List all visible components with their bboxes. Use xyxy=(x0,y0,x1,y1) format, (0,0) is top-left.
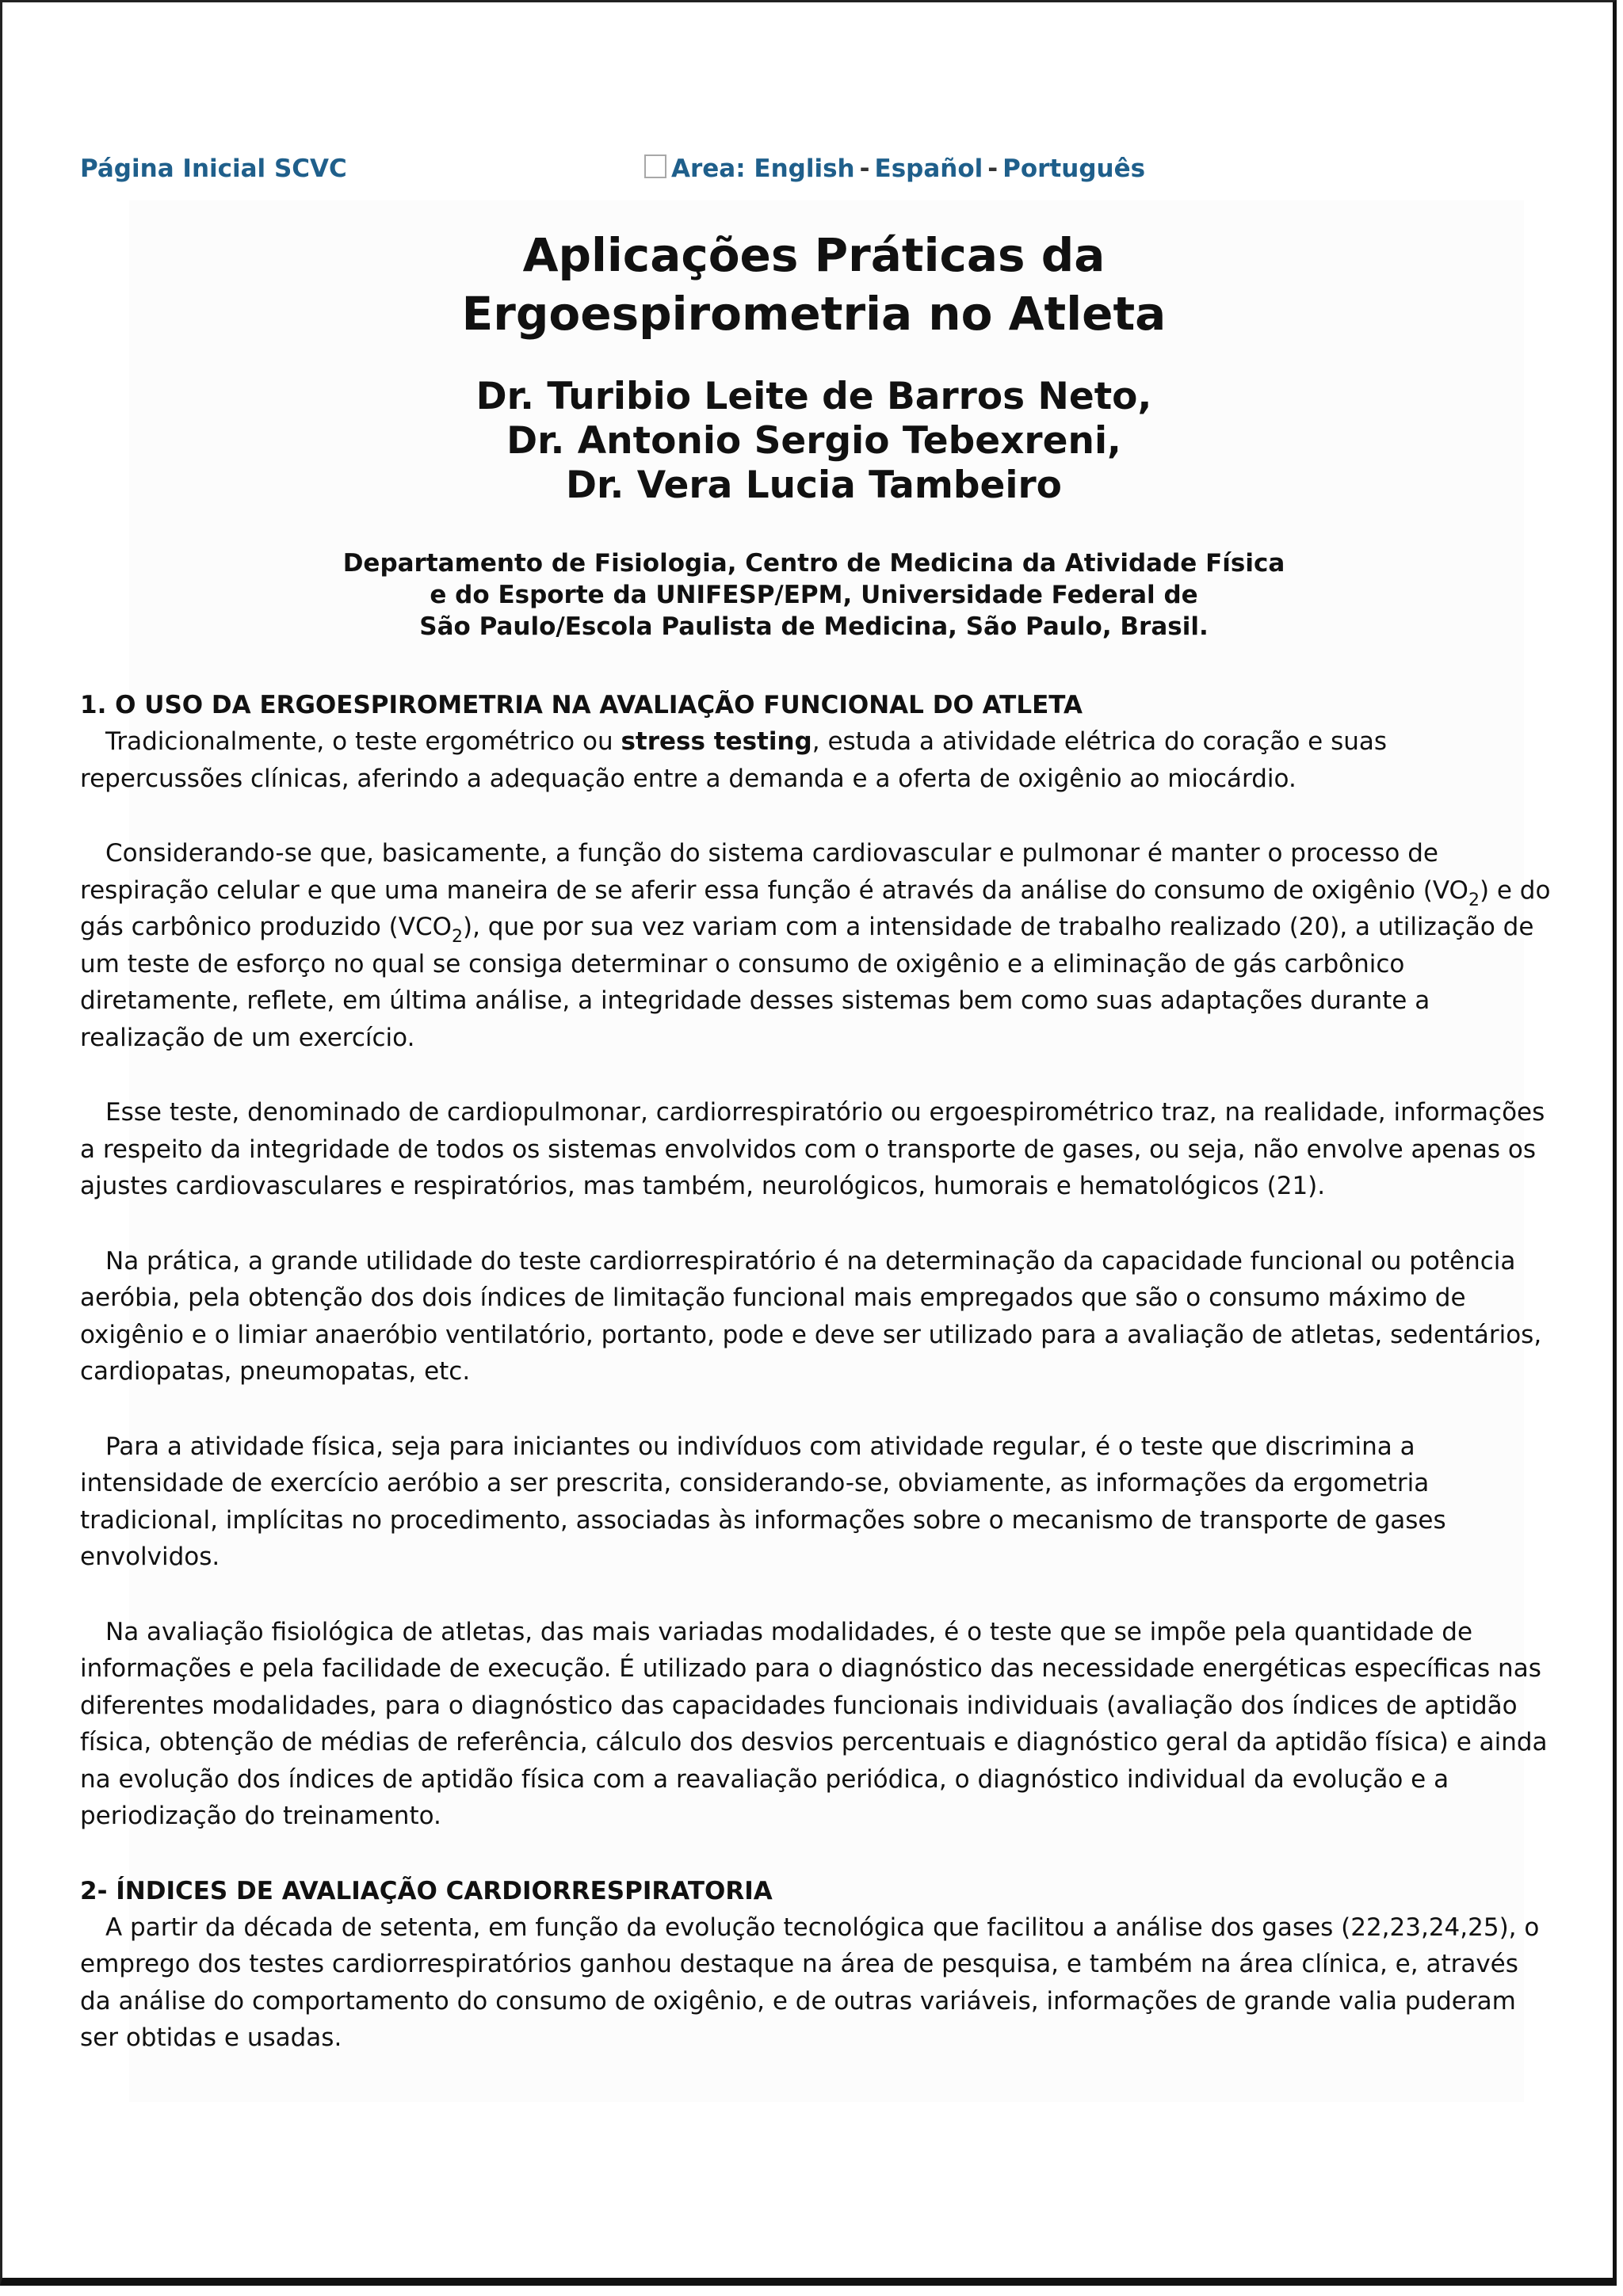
paragraph: Para a atividade física, seja para iniciantes ou indivíduos com atividade regular, é o teste que discrimina a intensidade de exercício aeróbio a ser prescrita, considerando-se, obviamente, as informações da ergometria tradicional, implícitas no procedimento, associadas às informações sobre o mecanismo de transporte de gases envolvidos. xyxy=(80,1432,1446,1571)
author: Dr. Turibio Leite de Barros Neto, xyxy=(475,375,1152,418)
paragraph-text: ) e do gás carbônico produzido (VCO xyxy=(80,875,1551,941)
title-line: Aplicações Práticas da xyxy=(522,228,1106,282)
author-list xyxy=(80,375,1548,508)
affiliation-line: São Paulo/Escola Paulista de Medicina, São Paulo, Brasil. xyxy=(419,612,1209,641)
section-heading: 2- ÍNDICES DE AVALIAÇÃO CARDIORRESPIRATORIA xyxy=(80,1876,773,1905)
paragraph: Na prática, a grande utilidade do teste cardiorrespiratório é na determinação da capacidade funcional ou potência aeróbia, pela obtenção dos dois índices de limitação funcional mais empregados que são o consumo máximo de oxigênio e o limiar anaeróbio ventilatório, portanto, pode e deve ser utilizado para a avaliação de atletas, sedentários, cardiopatas, pneumopatas, etc. xyxy=(80,1246,1542,1386)
author: Dr. Antonio Sergio Tebexreni, xyxy=(506,419,1121,463)
paragraph: Esse teste, denominado de cardiopulmonar, cardiorrespiratório ou ergoespirométrico traz, na realidade, informações a respeito da integridade de todos os sistemas envolvidos com o transporte de gases, ou seja, não envolve apenas os ajustes cardiovasculares e respiratórios, mas também, neurológicos, humorais e hematológicos (21). xyxy=(80,1098,1545,1200)
emphasis-text: stress testing xyxy=(621,727,812,756)
article-header xyxy=(80,226,1548,643)
paragraph: Na avaliação fisiológica de atletas, das mais variadas modalidades, é o teste que se impõe pela quantidade de informações e pela facilidade de execução. É utilizado para o diagnóstico das necessidade energéticas específicas nas diferentes modalidades, para o diagnóstico das capacidades funcionais individuais (avaliação dos índices de aptidão física, obtenção de médias de referência, cálculo dos desvios percentuais e diagnóstico geral da aptidão física) e ainda na evolução dos índices de aptidão física com a reavaliação periódica, o diagnóstico individual da evolução e a periodização do treinamento. xyxy=(80,1617,1548,1830)
affiliation-line: e do Esporte da UNIFESP/EPM, Universidade Federal de xyxy=(430,581,1198,609)
subscript: 2 xyxy=(1468,890,1480,910)
page-title xyxy=(80,226,1548,343)
area-label: Area: xyxy=(671,154,746,183)
home-link[interactable]: Página Inicial SCVC xyxy=(80,154,347,183)
author: Dr. Vera Lucia Tambeiro xyxy=(566,463,1062,507)
language-selector xyxy=(644,154,1145,183)
subscript: 2 xyxy=(452,927,463,947)
lang-portugues-link[interactable]: Português xyxy=(1002,154,1146,183)
affiliation xyxy=(80,547,1548,643)
separator: - xyxy=(987,154,999,183)
broken-image-icon xyxy=(644,154,666,178)
paragraph xyxy=(80,835,1554,1056)
top-navigation xyxy=(80,154,1554,189)
paragraph-text: ), que por sua vez variam com a intensidade de trabalho realizado (20), a utilização de um teste de esforço no qual se consiga determinar o consumo de oxigênio e a eliminação de gás carbônico diretamente, reflete, em última análise, a integridade desses sistemas bem como suas adaptações durante a realização de um exercício. xyxy=(80,913,1534,1052)
section-heading: 1. O USO DA ERGOESPIROMETRIA NA AVALIAÇÃO FUNCIONAL DO ATLETA xyxy=(80,691,1083,719)
paragraph-text: Considerando-se que, basicamente, a função do sistema cardiovascular e pulmonar é manter o processo de respiração celular e que uma maneira de se aferir essa função é através da análise do consumo de oxigênio (VO xyxy=(80,839,1468,905)
affiliation-line: Departamento de Fisiologia, Centro de Medicina da Atividade Física xyxy=(342,549,1285,578)
paragraph-text: Tradicionalmente, o teste ergométrico ou xyxy=(105,727,621,756)
paragraph: A partir da década de setenta, em função da evolução tecnológica que facilitou a análise dos gases (22,23,24,25), o emprego dos testes cardiorrespiratórios ganhou destaque na área de pesquisa, e também na área clínica, e, através da análise do comportamento do consumo de oxigênio, e de outras variáveis, informações de grande valia puderam ser obtidas e usadas. xyxy=(80,1913,1540,2052)
lang-espanol-link[interactable]: Español xyxy=(874,154,983,183)
separator: - xyxy=(859,154,870,183)
article-body xyxy=(80,687,1554,2095)
title-line: Ergoespirometria no Atleta xyxy=(461,287,1167,341)
lang-english-link[interactable]: English xyxy=(754,154,855,183)
paragraph xyxy=(80,723,1554,797)
paragraph-text: , estuda a atividade elétrica do coração e suas repercussões clínicas, aferindo a adequação entre a demanda e a oferta de oxigênio ao miocárdio. xyxy=(80,727,1388,793)
